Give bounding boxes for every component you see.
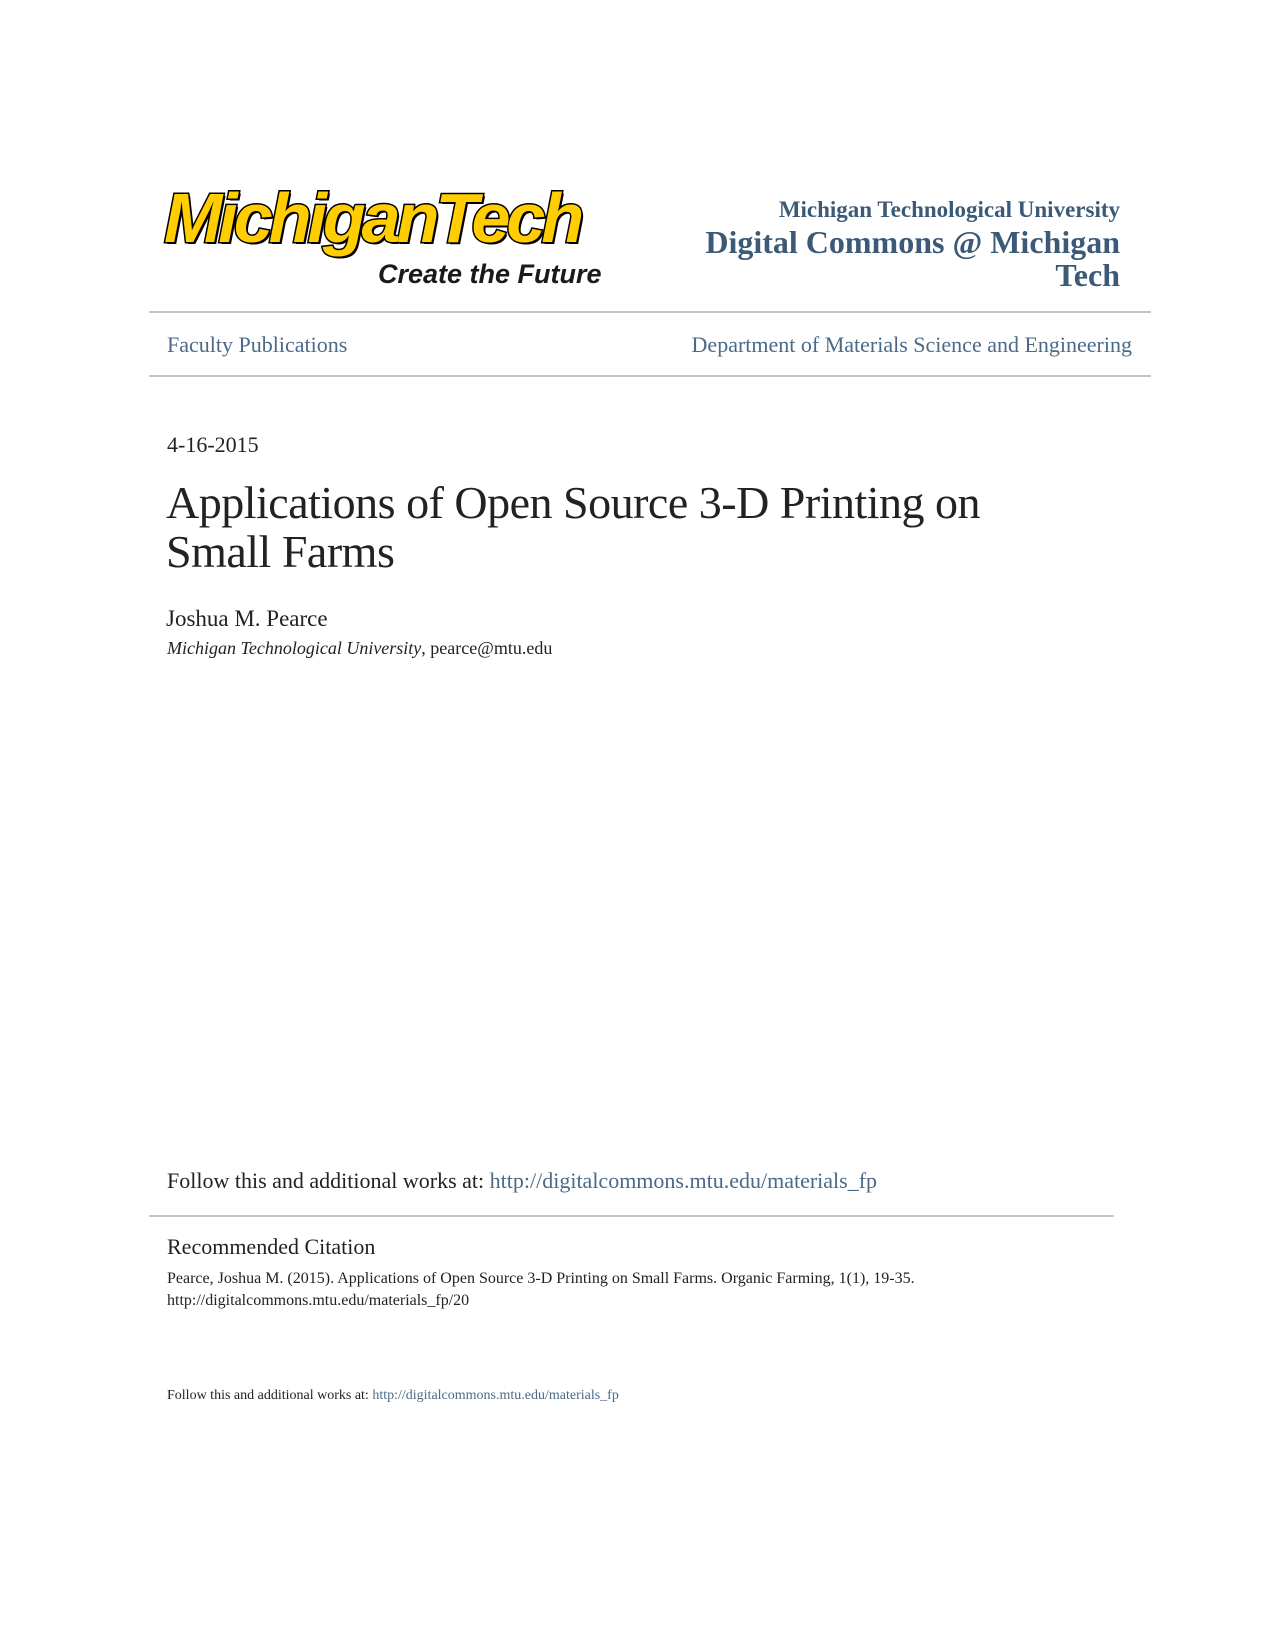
logo-tagline: Create the Future: [378, 259, 602, 289]
divider-follow: [149, 1215, 1114, 1217]
logo-wordmark: MichiganTech: [164, 179, 581, 257]
article-title-line1: Applications of Open Source 3-D Printing on: [166, 477, 981, 528]
repository-name-line1: Digital Commons @ Michigan: [705, 224, 1120, 260]
follow-url-link[interactable]: http://digitalcommons.mtu.edu/materials_fp: [489, 1168, 878, 1193]
repository-name: [705, 226, 1120, 292]
michigan-tech-logo: [164, 178, 614, 296]
citation-heading: Recommended Citation: [167, 1234, 376, 1259]
footer-follow-url-link[interactable]: http://digitalcommons.mtu.edu/materials_fp: [372, 1388, 619, 1403]
affiliation-institution: Michigan Technological University: [167, 638, 422, 658]
article-title-line2: Small Farms: [166, 526, 395, 577]
footer-follow-label: Follow this and additional works at:: [167, 1388, 373, 1403]
follow-works: [167, 1168, 877, 1194]
divider-top: [149, 311, 1151, 313]
university-name: Michigan Technological University: [778, 197, 1120, 222]
department-link[interactable]: Department of Materials Science and Engineering: [691, 332, 1132, 357]
author-affiliation: [167, 638, 552, 659]
citation-line1: Pearce, Joshua M. (2015). Applications of Open Source 3-D Printing on Small Farms. Organic Farming, 1(1), 19-35.: [167, 1270, 915, 1287]
repository-name-line2: Tech: [1055, 257, 1120, 293]
affiliation-email[interactable]: , pearce@mtu.edu: [421, 638, 553, 658]
article-title: [166, 478, 1026, 576]
author-name: Joshua M. Pearce: [166, 606, 328, 631]
collection-link[interactable]: Faculty Publications: [167, 332, 348, 357]
divider-mid: [149, 375, 1151, 377]
footer-follow-works: [167, 1388, 619, 1404]
publication-date: 4-16-2015: [167, 432, 259, 457]
repository-header: [705, 196, 1120, 292]
citation-text: [167, 1268, 1047, 1312]
citation-url[interactable]: http://digitalcommons.mtu.edu/materials_fp/20: [167, 1292, 470, 1309]
follow-label: Follow this and additional works at:: [167, 1168, 490, 1193]
